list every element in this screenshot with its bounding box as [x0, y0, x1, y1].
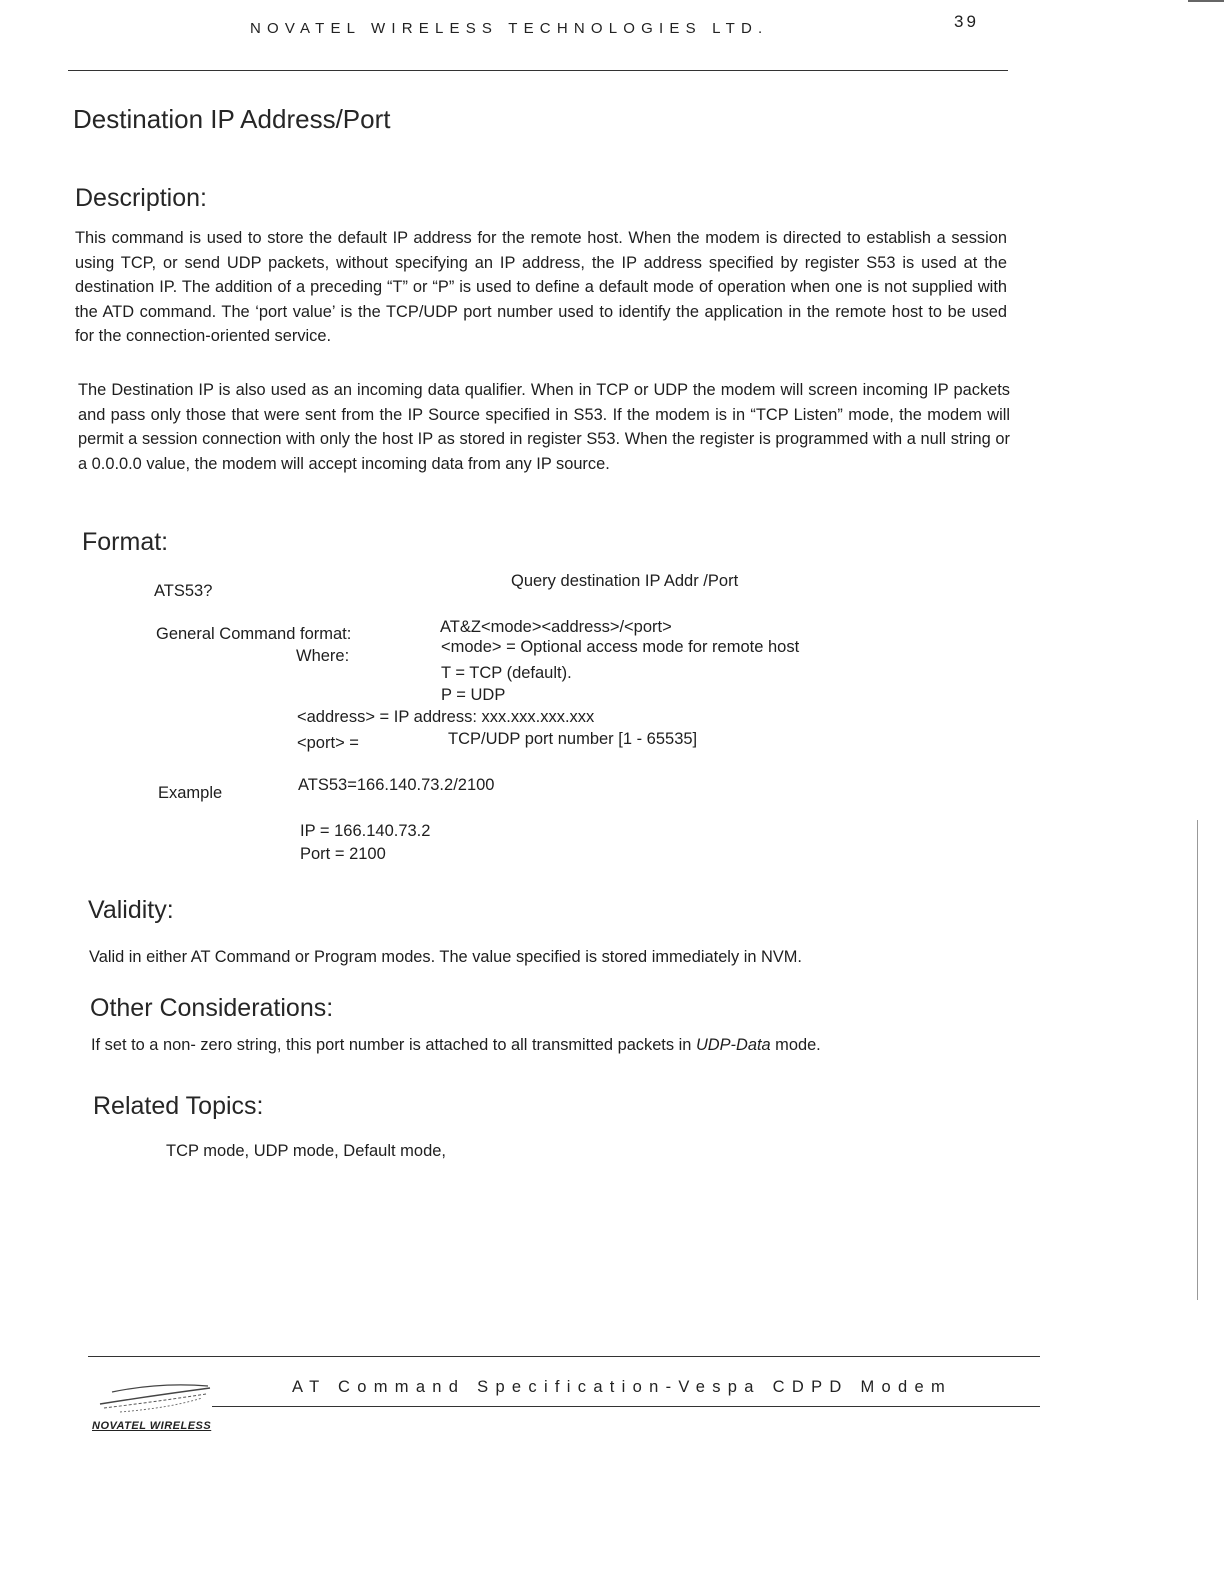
page-title: Destination IP Address/Port [73, 104, 391, 134]
footer-spec-title: AT Command Specification-Vespa CDPD Modem [292, 1378, 953, 1396]
format-heading: Format: [82, 528, 169, 556]
header-company-name: NOVATEL WIRELESS TECHNOLOGIES LTD. [250, 20, 769, 37]
validity-heading: Validity: [88, 896, 174, 924]
description-paragraph-2: The Destination IP is also used as an incoming data qualifier. When in TCP or UDP the modem will screen incoming IP packets and pass only those that were sent from the IP Source specified in S53. If the modem is in “TCP Listen” mode, the modem will permit a session connection with only the host IP as stored in register S53. When the register is programmed with a null string or a 0.0.0.0 value, the modem will accept incoming data from any IP source. [78, 381, 1010, 473]
description-heading: Description: [75, 184, 207, 212]
other-text-after: mode. [770, 1036, 821, 1054]
where-label: Where: [296, 647, 350, 665]
port-description: TCP/UDP port number [1 - 65535] [448, 730, 698, 748]
page-number: 39 [954, 12, 979, 31]
address-description: <address> = IP address: xxx.xxx.xxx.xxx [297, 708, 595, 726]
other-text-before: If set to a non- zero string, this port number is attached to all transmitted packets in [91, 1036, 696, 1054]
header-rule [68, 70, 1008, 71]
query-command: ATS53? [154, 582, 213, 600]
query-description: Query destination IP Addr /Port [511, 572, 739, 590]
example-port: Port = 2100 [300, 845, 386, 863]
related-topics-heading: Related Topics: [93, 1092, 264, 1120]
port-label: <port> = [297, 734, 359, 752]
validity-text: Valid in either AT Command or Program modes. The value specified is stored immediately in NVM. [89, 948, 802, 966]
logo-text: NOVATEL WIRELESS [92, 1420, 212, 1432]
footer-rule-bottom [212, 1406, 1040, 1407]
example-ip: IP = 166.140.73.2 [300, 822, 431, 840]
related-topics-text: TCP mode, UDP mode, Default mode, [166, 1142, 447, 1160]
example-label: Example [158, 784, 223, 802]
scan-edge-mark [1188, 0, 1224, 2]
novatel-logo-icon [90, 1378, 220, 1420]
general-format-label: General Command format: [156, 625, 352, 643]
mode-tcp: T = TCP (default). [441, 664, 572, 682]
scan-margin-line [1197, 820, 1198, 1300]
mode-udp: P = UDP [441, 686, 506, 704]
other-text-italic: UDP-Data [695, 1036, 771, 1054]
mode-description: <mode> = Optional access mode for remote host [441, 638, 800, 656]
example-command: ATS53=166.140.73.2/2100 [298, 776, 495, 794]
other-considerations-text [91, 1034, 821, 1056]
description-paragraph-1: This command is used to store the default IP address for the remote host. When the modem is directed to establish a session using TCP, or send UDP packets, without specifying an IP address, the IP address specified by register S53 is used at the destination IP. The addition of a preceding “T” or “P” is used to define a default mode of operation when one is not supplied with the ATD command. The ‘port value’ is the TCP/UDP port number used to identify the application in the remote host to be used for the connection-oriented service. [75, 229, 1007, 345]
general-format-value: AT&Z<mode><address>/<port> [440, 618, 672, 636]
footer-rule-top [88, 1356, 1040, 1357]
other-considerations-heading: Other Considerations: [90, 994, 334, 1022]
